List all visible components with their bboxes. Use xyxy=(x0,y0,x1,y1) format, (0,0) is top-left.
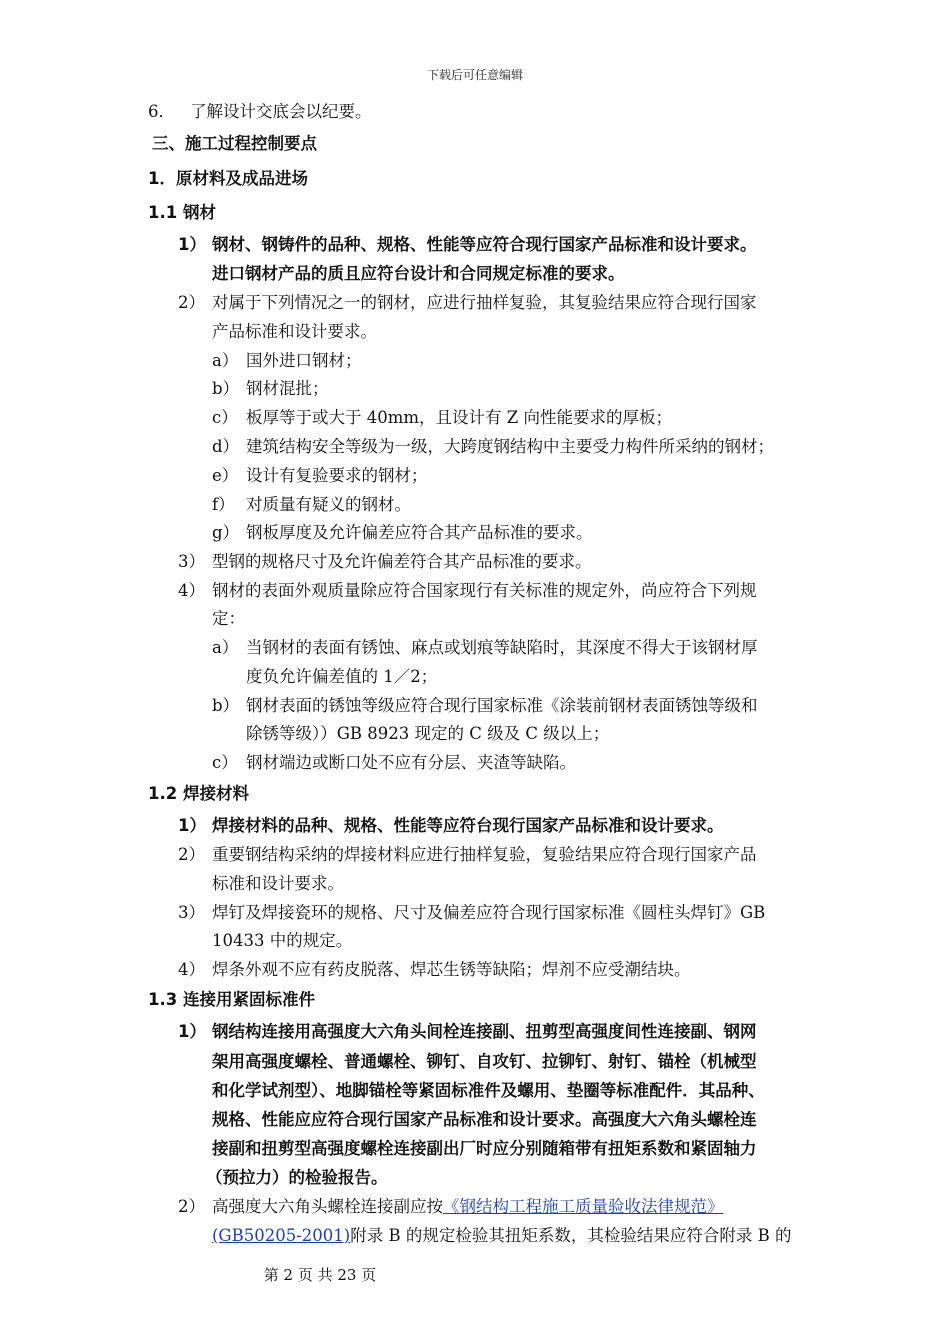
paragraph-line: 板厚等于或大于 40mm，且设计有 Z 向性能要求的厚板； xyxy=(246,408,672,427)
heading-line: 1．原材料及成品进场 xyxy=(148,169,308,188)
list-number: b） xyxy=(212,696,240,715)
heading-line: 1.1 钢材 xyxy=(148,203,216,222)
paragraph-line: 定： xyxy=(212,609,245,628)
list-number: 3） xyxy=(178,903,205,922)
paragraph-line xyxy=(212,1196,724,1218)
paragraph-line: 焊条外观不应有药皮脱落、焊芯生锈等缺陷；焊剂不应受潮结块。 xyxy=(212,960,691,979)
list-number: g） xyxy=(212,523,240,542)
list-number: 4） xyxy=(178,960,205,979)
page-footer: 第 2 页 共 23 页 xyxy=(263,1266,377,1284)
list-number: 2） xyxy=(178,1197,205,1216)
paragraph-line: 对质量有疑义的钢材。 xyxy=(246,495,411,514)
heading-line: 钢材、钢铸件的品种、规格、性能等应符合现行国家产品标准和设计要求。 xyxy=(212,235,757,254)
paragraph-line: 了解设计交底会以纪要。 xyxy=(190,102,372,121)
list-number: 4） xyxy=(178,581,205,600)
paragraph-line: 钢材的表面外观质量除应符合国家现行有关标准的规定外，尚应符合下列规 xyxy=(212,581,757,600)
paragraph-line: 对属于下列情况之一的钢材，应进行抽样复验，其复验结果应符合现行国家 xyxy=(212,293,757,312)
list-number: 3） xyxy=(178,552,205,571)
paragraph-line: 钢材混批； xyxy=(246,379,329,398)
text-run: 附录 B 的规定检验其扭矩系数，其检验结果应符合附录 B 的 xyxy=(350,1226,792,1245)
text-run: 高强度大六角头螺栓连接副应按 xyxy=(212,1197,443,1216)
paragraph-line: 除锈等级））GB 8923 现定的 C 级及 C 级以上； xyxy=(246,724,610,743)
standard-code-link[interactable]: (GB50205-2001) xyxy=(212,1226,351,1245)
page-header: 下载后可任意编辑 xyxy=(426,68,523,82)
paragraph-line: 重要钢结构采纳的焊接材料应进行抽样复验，复验结果应符合现行国家产品 xyxy=(212,845,757,864)
list-number: c） xyxy=(212,753,238,772)
heading-line: （预拉力）的检验报告。 xyxy=(206,1168,388,1187)
paragraph-line xyxy=(212,1225,791,1247)
paragraph-line: 设计有复验要求的钢材； xyxy=(246,466,428,485)
list-number: a） xyxy=(212,638,239,657)
paragraph-line: 钢材表面的锈蚀等级应符合现行国家标准《涂装前钢材表面锈蚀等级和 xyxy=(246,696,758,715)
heading-line: 进口钢材产品的质且应符台设计和合同规定标准的要求。 xyxy=(212,264,625,283)
heading-line: 接副和扭剪型高强度螺栓连接副出厂时应分别随箱带有扭矩系数和紧固轴力 xyxy=(212,1139,757,1158)
list-number: 2） xyxy=(178,293,205,312)
paragraph-line: 型钢的规格尺寸及允许偏差符合其产品标准的要求。 xyxy=(212,552,592,571)
paragraph-line: 产品标准和设计要求。 xyxy=(212,322,377,341)
standard-link[interactable]: 《钢结构工程施工质量验收法律规范》 xyxy=(443,1197,724,1216)
list-number: 6． xyxy=(148,102,175,121)
heading-line: 三、施工过程控制要点 xyxy=(152,134,317,153)
paragraph-line: 钢板厚度及允许偏差应符合其产品标准的要求。 xyxy=(246,523,593,542)
paragraph-line: 建筑结构安全等级为一级，大跨度钢结构中主要受力构件所采纳的钢材； xyxy=(246,437,774,456)
list-number: f） xyxy=(212,495,235,514)
heading-line: 钢结构连接用高强度大六角头间栓连接副、扭剪型高强度间性连接副、钢网 xyxy=(212,1022,757,1041)
list-number: 1） xyxy=(178,816,206,835)
paragraph-line: 钢材端边或断口处不应有分层、夹渣等缺陷。 xyxy=(246,753,576,772)
list-number: a） xyxy=(212,351,239,370)
list-number: b） xyxy=(212,379,240,398)
paragraph-line: 焊钉及焊接瓷环的规格、尺寸及偏差应符合现行国家标准《圆柱头焊钉》GB xyxy=(212,903,766,922)
paragraph-line: 10433 中的规定。 xyxy=(212,931,353,950)
heading-line: 架用高强度螺栓、普通螺栓、铆钉、自攻钉、拉铆钉、射钉、锚栓（机械型 xyxy=(212,1052,757,1071)
heading-line: 焊接材料的品种、规格、性能等应符台现行国家产品标准和设计要求。 xyxy=(212,816,724,835)
paragraph-line: 度负允许偏差值的 1／2； xyxy=(246,667,438,686)
heading-line: 1.2 焊接材料 xyxy=(148,784,249,803)
heading-line: 和化学试剂型）、地脚锚栓等紧固标准件及螺用、垫圈等标准配件．其品种、 xyxy=(212,1081,765,1100)
list-number: d） xyxy=(212,437,240,456)
list-number: e） xyxy=(212,466,239,485)
list-number: 2） xyxy=(178,845,205,864)
heading-line: 规格、性能应应符合现行国家产品标准和设计要求。高强度大六角头螺栓连 xyxy=(212,1110,757,1129)
heading-line: 1.3 连接用紧固标准件 xyxy=(148,990,315,1009)
paragraph-line: 标准和设计要求。 xyxy=(212,874,344,893)
list-number: 1） xyxy=(178,1022,206,1041)
paragraph-line xyxy=(178,1196,205,1218)
list-number: 1） xyxy=(178,235,206,254)
paragraph-line: 当钢材的表面有锈蚀、麻点或划痕等缺陷时，其深度不得大于该钢材厚 xyxy=(246,638,758,657)
paragraph-line: 国外进口钢材； xyxy=(246,351,362,370)
list-number: c） xyxy=(212,408,238,427)
